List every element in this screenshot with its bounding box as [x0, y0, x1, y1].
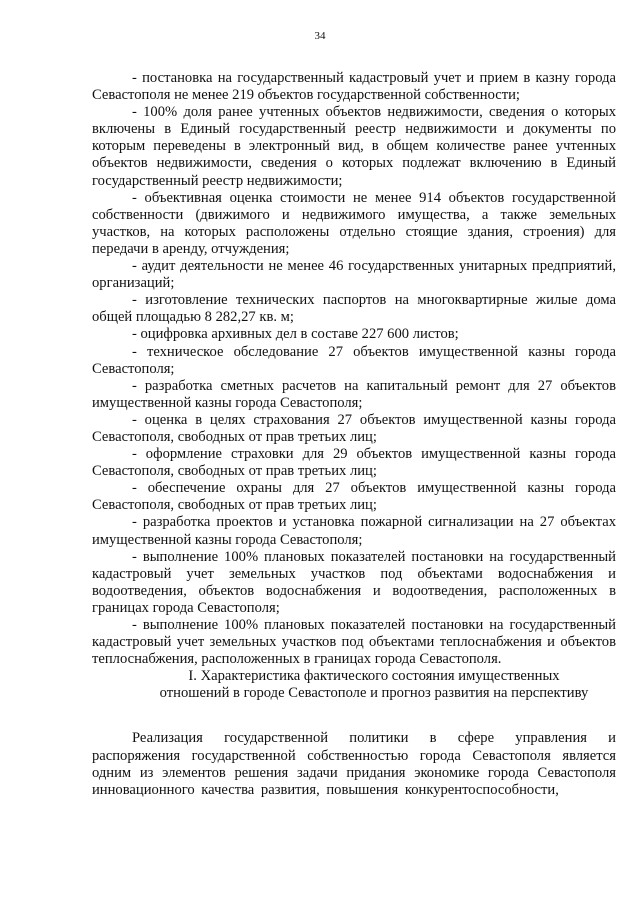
list-item: - 100% доля ранее учтенных объектов недвижимости, сведения о которых включены в Единый государственный реестр недвижимости и документы по которым переведены в электронный вид, в общем количестве ранее учтенных объектов недвижимости, сведения о которых подлежат включению в Единый государственный реестр недвижимости; — [92, 104, 616, 189]
list-item: - аудит деятельности не менее 46 государственных унитарных предприятий, организаций; — [92, 258, 616, 292]
section-heading — [92, 668, 616, 702]
list-item: - оценка в целях страхования 27 объектов имущественной казны города Севастополя, свободных от прав третьих лиц; — [92, 411, 616, 445]
list-item: - выполнение 100% плановых показателей постановки на государственный кадастровый учет земельных участков под объектами водоснабжения и водоотведения, объектов водоснабжения и водоотведения, расположенных в границах города Севастополя; — [92, 548, 616, 616]
list-item: - выполнение 100% плановых показателей постановки на государственный кадастровый учет земельных участков под объектами теплоснабжения и объектов теплоснабжения, расположенных в границах города Севастополя. — [92, 617, 616, 668]
page-number: 34 — [314, 30, 326, 42]
list-item: - изготовление технических паспортов на многоквартирные жилые дома общей площадью 8 282,27 кв. м; — [92, 292, 616, 326]
list-item: - разработка проектов и установка пожарной сигнализации на 27 объектах имущественной казны города Севастополя; — [92, 514, 616, 548]
list-item: - оцифровка архивных дел в составе 227 600 листов; — [132, 326, 459, 343]
list-item: - объективная оценка стоимости не менее 914 объектов государственной собственности (движимого и недвижимого имущества, а также земельных участков, на которых расположены отдельно стоящие здания, строения) для передачи в аренду, отчуждения; — [92, 189, 616, 257]
list-item: - разработка сметных расчетов на капитальный ремонт для 27 объектов имущественной казны города Севастополя; — [92, 377, 616, 411]
list-item: - оформление страховки для 29 объектов имущественной казны города Севастополя, свободных от прав третьих лиц; — [92, 446, 616, 480]
list-item: - обеспечение охраны для 27 объектов имущественной казны города Севастополя, свободных от прав третьих лиц; — [92, 480, 616, 514]
list-item: - техническое обследование 27 объектов имущественной казны города Севастополя; — [92, 343, 616, 377]
intro-paragraph: Реализация государственной политики в сфере управления и распоряжения государственной собственностью города Севастополя является одним из элементов решения задачи придания экономике города Севастополя инновационного качества развития, повышения конкурентоспособности, — [92, 730, 616, 798]
document-body — [92, 70, 616, 799]
section-heading-line: отношений в городе Севастополе и прогноз развития на перспективу — [159, 685, 589, 702]
list-item: - постановка на государственный кадастровый учет и прием в казну города Севастополя не менее 219 объектов государственной собственности; — [92, 70, 616, 104]
section-heading-line: I. Характеристика фактического состояния имущественных — [188, 668, 560, 685]
